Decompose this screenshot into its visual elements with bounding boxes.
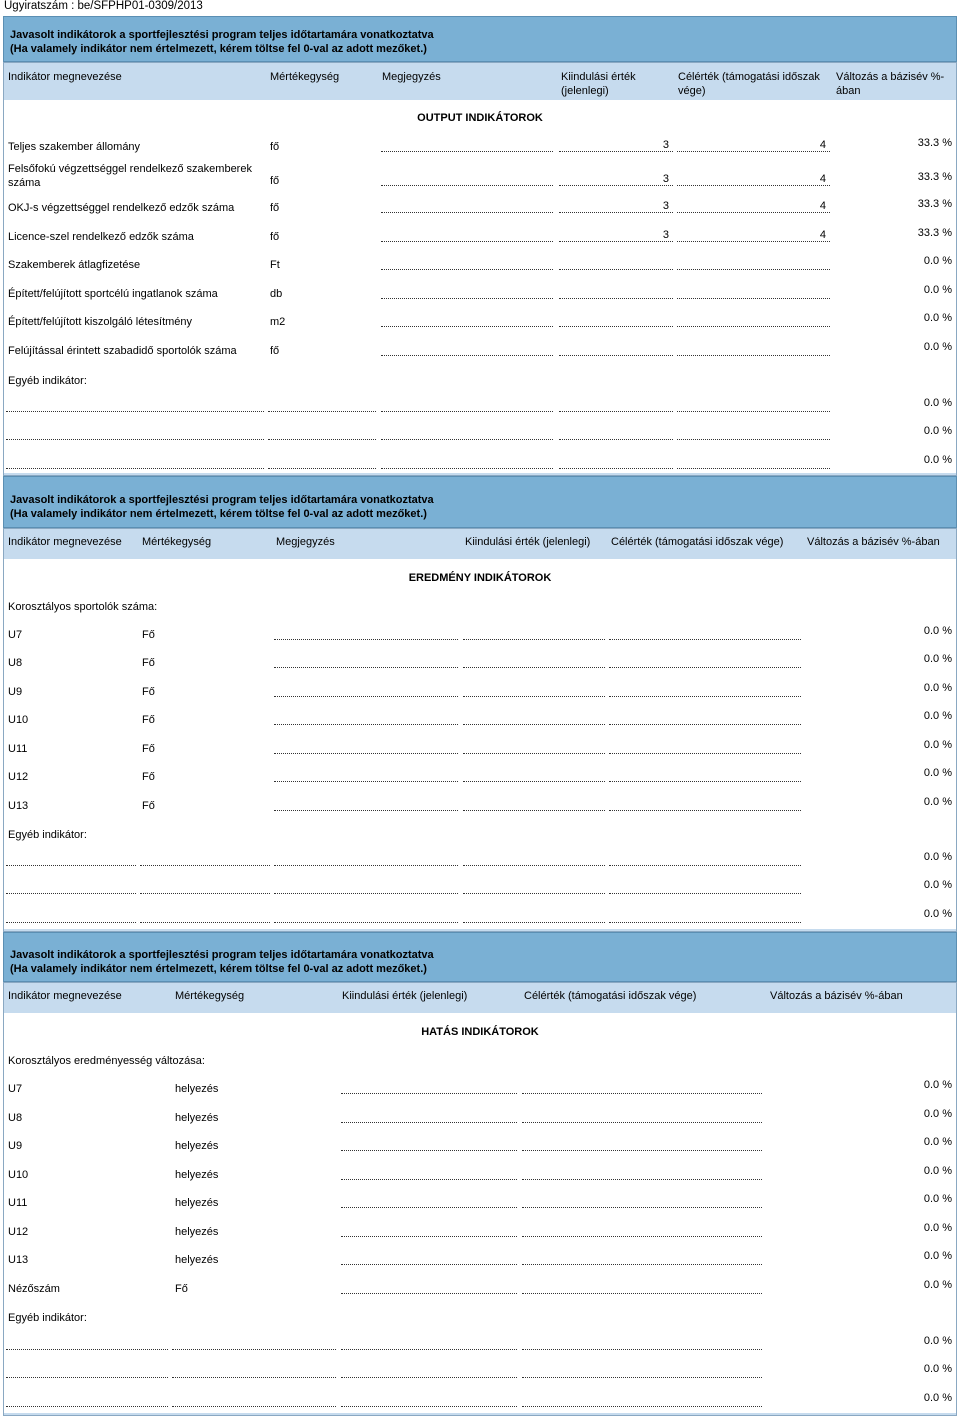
other-name-field[interactable] bbox=[6, 426, 264, 440]
other-start-field[interactable] bbox=[559, 426, 673, 440]
target-value-field[interactable] bbox=[522, 1251, 762, 1265]
col-change: Változás a bázisév %-ában bbox=[807, 536, 940, 548]
other-note-field[interactable] bbox=[274, 852, 458, 866]
indicator-name: Teljes szakember állomány bbox=[8, 141, 141, 153]
target-value-field[interactable] bbox=[522, 1109, 762, 1123]
start-value-field[interactable] bbox=[463, 711, 605, 725]
indicator-name: Nézőszám bbox=[8, 1283, 60, 1295]
other-unit-field[interactable] bbox=[140, 909, 270, 923]
change-value: 0.0 % bbox=[923, 1250, 952, 1262]
indicator-unit: Fő bbox=[142, 686, 155, 698]
col-note: Megjegyzés bbox=[276, 536, 335, 548]
target-value-field[interactable] bbox=[522, 1280, 762, 1294]
change-value: 0.0 % bbox=[923, 1136, 952, 1148]
change-value: 0.0 % bbox=[923, 682, 952, 694]
indicator-name: U11 bbox=[8, 1197, 28, 1209]
indicator-name: U12 bbox=[8, 1226, 29, 1238]
change-value: 0.0 % bbox=[923, 1079, 952, 1091]
start-value-field[interactable] bbox=[463, 654, 605, 668]
target-value-field[interactable]: 4 bbox=[677, 172, 830, 186]
note-field[interactable] bbox=[381, 172, 553, 186]
other-unit-field[interactable] bbox=[268, 455, 376, 469]
start-value-field[interactable] bbox=[559, 285, 673, 299]
other-target-field[interactable] bbox=[677, 426, 830, 440]
indicator-unit: helyezés bbox=[175, 1254, 219, 1266]
indicator-name: U8 bbox=[8, 1112, 23, 1124]
indicator-unit: fő bbox=[270, 202, 280, 214]
change-value: 0.0 % bbox=[923, 1392, 952, 1404]
col-change: Változás a bázisév %-ában bbox=[836, 71, 945, 97]
indicator-unit: helyezés bbox=[175, 1226, 219, 1238]
indicator-name: OKJ-s végzettséggel rendelkező edzők száma bbox=[8, 202, 235, 214]
other-target-field[interactable] bbox=[522, 1393, 762, 1407]
note-field[interactable] bbox=[381, 228, 553, 242]
start-value-field[interactable] bbox=[463, 626, 605, 640]
indicator-name: U7 bbox=[8, 1083, 23, 1095]
target-value-field[interactable] bbox=[609, 683, 801, 697]
col-target-value: Célérték (támogatási időszak vége) bbox=[524, 990, 697, 1002]
other-start-field[interactable] bbox=[463, 880, 605, 894]
other-note-field[interactable] bbox=[274, 909, 458, 923]
change-value: 0.0 % bbox=[923, 851, 952, 863]
target-value-field[interactable] bbox=[609, 711, 801, 725]
target-value-field[interactable] bbox=[677, 256, 830, 270]
col-unit: Mértékegység bbox=[175, 990, 245, 1002]
indicator-name: U12 bbox=[8, 771, 29, 783]
impact-section-title: HATÁS INDIKÁTOROK bbox=[421, 1026, 539, 1038]
other-target-field[interactable] bbox=[609, 852, 801, 866]
impact-body bbox=[4, 1013, 956, 1413]
indicator-unit: Fő bbox=[175, 1283, 188, 1295]
col-indicator-name: Indikátor megnevezése bbox=[8, 990, 122, 1002]
indicator-name: Licence-szel rendelkező edzők száma bbox=[8, 231, 194, 243]
indicator-unit: helyezés bbox=[175, 1112, 219, 1124]
other-start-field[interactable] bbox=[559, 455, 673, 469]
other-target-field[interactable] bbox=[522, 1364, 762, 1378]
change-value: 0.0 % bbox=[923, 1165, 952, 1177]
impact-header bbox=[3, 932, 957, 982]
indicator-unit: m2 bbox=[270, 316, 286, 328]
note-field[interactable] bbox=[274, 626, 458, 640]
note-field[interactable] bbox=[381, 285, 553, 299]
other-indicator-label: Egyéb indikátor: bbox=[8, 375, 87, 387]
start-value-field[interactable]: 3 bbox=[559, 228, 673, 242]
col-start-value: Kiindulási érték (jelenlegi) bbox=[465, 536, 591, 548]
other-target-field[interactable] bbox=[609, 909, 801, 923]
indicator-unit: helyezés bbox=[175, 1169, 219, 1181]
result-group-label: Korosztályos sportolók száma: bbox=[8, 601, 158, 613]
start-value-field[interactable] bbox=[341, 1109, 517, 1123]
other-note-field[interactable] bbox=[381, 426, 553, 440]
start-value-field[interactable] bbox=[341, 1137, 517, 1151]
output-section-title: OUTPUT INDIKÁTOROK bbox=[417, 112, 543, 124]
change-value: 0.0 % bbox=[923, 397, 952, 409]
indicator-unit: fő bbox=[270, 231, 280, 243]
output-header-title: Javasolt indikátorok a sportfejlesztési program teljes időtartamára vonatkoztatva bbox=[10, 29, 434, 41]
indicator-unit: helyezés bbox=[175, 1197, 219, 1209]
impact-header-note: (Ha valamely indikátor nem értelmezett, kérem töltse fel 0-val az adott mezőket.) bbox=[10, 963, 427, 975]
col-unit: Mértékegység bbox=[270, 71, 340, 83]
change-value: 33.3 % bbox=[917, 171, 952, 183]
target-value-field[interactable]: 4 bbox=[677, 199, 830, 213]
change-value: 0.0 % bbox=[923, 255, 952, 267]
other-name-field[interactable] bbox=[6, 398, 264, 412]
other-name-field[interactable] bbox=[6, 880, 136, 894]
other-note-field[interactable] bbox=[381, 398, 553, 412]
other-start-field[interactable] bbox=[341, 1393, 517, 1407]
target-value-field[interactable] bbox=[522, 1166, 762, 1180]
indicator-name: U10 bbox=[8, 1169, 29, 1181]
indicator-name: Épített/felújított kiszolgáló létesítmény bbox=[8, 316, 193, 328]
indicator-name: U7 bbox=[8, 629, 23, 641]
change-value: 0.0 % bbox=[923, 739, 952, 751]
indicator-name: Épített/felújított sportcélú ingatlanok száma bbox=[8, 288, 218, 300]
start-value-field[interactable] bbox=[341, 1166, 517, 1180]
change-value: 0.0 % bbox=[923, 284, 952, 296]
change-value: 0.0 % bbox=[923, 341, 952, 353]
start-value-field[interactable] bbox=[341, 1194, 517, 1208]
note-field[interactable] bbox=[274, 740, 458, 754]
change-value: 0.0 % bbox=[923, 1335, 952, 1347]
document-id: Ügyiratszám : be/SFPHP01-0309/2013 bbox=[4, 0, 203, 12]
indicator-unit: Fő bbox=[142, 714, 155, 726]
start-value-field[interactable] bbox=[341, 1280, 517, 1294]
result-header bbox=[3, 476, 957, 528]
col-start-value: Kiindulási érték (jelenlegi) bbox=[561, 71, 636, 97]
target-value-field[interactable] bbox=[609, 797, 801, 811]
other-indicator-label: Egyéb indikátor: bbox=[8, 1312, 87, 1324]
indicator-name: U11 bbox=[8, 743, 28, 755]
indicator-unit: Fő bbox=[142, 629, 155, 641]
indicator-name: Szakemberek átlagfizetése bbox=[8, 259, 141, 271]
target-value-field[interactable]: 4 bbox=[677, 228, 830, 242]
other-start-field[interactable] bbox=[463, 852, 605, 866]
target-value-field[interactable] bbox=[609, 654, 801, 668]
start-value-field[interactable] bbox=[559, 342, 673, 356]
other-unit-field[interactable] bbox=[268, 426, 376, 440]
result-header-note: (Ha valamely indikátor nem értelmezett, kérem töltse fel 0-val az adott mezőket.) bbox=[10, 508, 427, 520]
other-name-field[interactable] bbox=[6, 1393, 168, 1407]
other-target-field[interactable] bbox=[677, 398, 830, 412]
start-value-field[interactable] bbox=[341, 1080, 517, 1094]
indicator-name: Felsőfokú végzettséggel rendelkező szakemberek száma bbox=[8, 163, 252, 189]
other-name-field[interactable] bbox=[6, 852, 136, 866]
change-value: 0.0 % bbox=[923, 908, 952, 920]
start-value-field[interactable] bbox=[559, 256, 673, 270]
other-target-field[interactable] bbox=[677, 455, 830, 469]
start-value-field[interactable] bbox=[463, 768, 605, 782]
col-indicator-name: Indikátor megnevezése bbox=[8, 536, 122, 548]
change-value: 33.3 % bbox=[917, 227, 952, 239]
other-unit-field[interactable] bbox=[268, 398, 376, 412]
other-unit-field[interactable] bbox=[172, 1364, 336, 1378]
note-field[interactable] bbox=[274, 654, 458, 668]
note-field[interactable] bbox=[381, 256, 553, 270]
other-target-field[interactable] bbox=[522, 1336, 762, 1350]
change-value: 0.0 % bbox=[923, 1222, 952, 1234]
change-value: 0.0 % bbox=[923, 653, 952, 665]
other-name-field[interactable] bbox=[6, 1364, 168, 1378]
start-value-field[interactable] bbox=[463, 797, 605, 811]
target-value-field[interactable] bbox=[522, 1194, 762, 1208]
change-value: 0.0 % bbox=[923, 1279, 952, 1291]
indicator-name: U10 bbox=[8, 714, 29, 726]
other-start-field[interactable] bbox=[463, 909, 605, 923]
indicator-unit: Fő bbox=[142, 743, 155, 755]
change-value: 33.3 % bbox=[917, 137, 952, 149]
note-field[interactable] bbox=[274, 711, 458, 725]
note-field[interactable] bbox=[274, 797, 458, 811]
indicator-unit: Fő bbox=[142, 800, 155, 812]
indicator-name: U13 bbox=[8, 800, 29, 812]
other-start-field[interactable] bbox=[341, 1336, 517, 1350]
target-value-field[interactable] bbox=[522, 1223, 762, 1237]
col-target-value: Célérték (támogatási időszak vége) bbox=[611, 536, 784, 548]
indicator-name: U9 bbox=[8, 686, 23, 698]
target-value-field[interactable] bbox=[609, 740, 801, 754]
change-value: 0.0 % bbox=[923, 1193, 952, 1205]
target-value-field[interactable] bbox=[522, 1080, 762, 1094]
target-value-field[interactable] bbox=[609, 768, 801, 782]
col-change: Változás a bázisév %-ában bbox=[770, 990, 903, 1002]
col-target-value: Célérték (támogatási időszak vége) bbox=[678, 71, 820, 97]
note-field[interactable] bbox=[381, 199, 553, 213]
target-value-field[interactable] bbox=[609, 626, 801, 640]
other-unit-field[interactable] bbox=[172, 1393, 336, 1407]
other-unit-field[interactable] bbox=[140, 880, 270, 894]
other-unit-field[interactable] bbox=[172, 1336, 336, 1350]
target-value-field[interactable] bbox=[677, 342, 830, 356]
col-start-value: Kiindulási érték (jelenlegi) bbox=[342, 990, 468, 1002]
col-indicator-name: Indikátor megnevezése bbox=[8, 71, 122, 83]
indicator-unit: Fő bbox=[142, 771, 155, 783]
other-name-field[interactable] bbox=[6, 455, 264, 469]
target-value-field[interactable] bbox=[677, 285, 830, 299]
indicator-unit: fő bbox=[270, 345, 280, 357]
start-value-field[interactable]: 3 bbox=[559, 172, 673, 186]
impact-header-title: Javasolt indikátorok a sportfejlesztési program teljes időtartamára vonatkoztatva bbox=[10, 949, 434, 961]
start-value-field[interactable]: 3 bbox=[559, 138, 673, 152]
indicator-unit: db bbox=[270, 288, 283, 300]
indicator-unit: Ft bbox=[270, 259, 280, 271]
target-value-field[interactable] bbox=[677, 313, 830, 327]
indicator-unit: fő bbox=[270, 141, 280, 153]
col-unit: Mértékegység bbox=[142, 536, 212, 548]
impact-group-label: Korosztályos eredményesség változása: bbox=[8, 1055, 205, 1067]
indicator-unit: fő bbox=[270, 175, 280, 187]
other-note-field[interactable] bbox=[274, 880, 458, 894]
start-value-field[interactable] bbox=[463, 740, 605, 754]
start-value-field[interactable]: 3 bbox=[559, 199, 673, 213]
other-name-field[interactable] bbox=[6, 909, 136, 923]
change-value: 0.0 % bbox=[923, 767, 952, 779]
other-name-field[interactable] bbox=[6, 1336, 168, 1350]
other-start-field[interactable] bbox=[559, 398, 673, 412]
start-value-field[interactable] bbox=[341, 1251, 517, 1265]
indicator-name: U9 bbox=[8, 1140, 23, 1152]
note-field[interactable] bbox=[274, 768, 458, 782]
other-target-field[interactable] bbox=[609, 880, 801, 894]
change-value: 0.0 % bbox=[923, 425, 952, 437]
other-start-field[interactable] bbox=[341, 1364, 517, 1378]
change-value: 33.3 % bbox=[917, 198, 952, 210]
col-note: Megjegyzés bbox=[382, 71, 441, 83]
indicator-name: U13 bbox=[8, 1254, 29, 1266]
change-value: 0.0 % bbox=[923, 454, 952, 466]
output-header bbox=[3, 16, 957, 62]
change-value: 0.0 % bbox=[923, 625, 952, 637]
change-value: 0.0 % bbox=[923, 879, 952, 891]
other-indicator-label: Egyéb indikátor: bbox=[8, 829, 87, 841]
target-value-field[interactable]: 4 bbox=[677, 138, 830, 152]
note-field[interactable] bbox=[274, 683, 458, 697]
indicator-name: Felújítással érintett szabadidő sportolók száma bbox=[8, 345, 237, 357]
change-value: 0.0 % bbox=[923, 1108, 952, 1120]
indicator-name: U8 bbox=[8, 657, 23, 669]
other-unit-field[interactable] bbox=[140, 852, 270, 866]
change-value: 0.0 % bbox=[923, 796, 952, 808]
other-note-field[interactable] bbox=[381, 455, 553, 469]
result-section-title: EREDMÉNY INDIKÁTOROK bbox=[408, 572, 552, 584]
result-header-title: Javasolt indikátorok a sportfejlesztési program teljes időtartamára vonatkoztatva bbox=[10, 494, 434, 506]
note-field[interactable] bbox=[381, 342, 553, 356]
output-header-note: (Ha valamely indikátor nem értelmezett, kérem töltse fel 0-val az adott mezőket.) bbox=[10, 43, 427, 55]
start-value-field[interactable] bbox=[341, 1223, 517, 1237]
start-value-field[interactable] bbox=[463, 683, 605, 697]
indicator-unit: helyezés bbox=[175, 1083, 219, 1095]
note-field[interactable] bbox=[381, 138, 553, 152]
indicator-unit: Fő bbox=[142, 657, 155, 669]
target-value-field[interactable] bbox=[522, 1137, 762, 1151]
change-value: 0.0 % bbox=[923, 1363, 952, 1375]
indicator-unit: helyezés bbox=[175, 1140, 219, 1152]
change-value: 0.0 % bbox=[923, 312, 952, 324]
start-value-field[interactable] bbox=[559, 313, 673, 327]
change-value: 0.0 % bbox=[923, 710, 952, 722]
note-field[interactable] bbox=[381, 313, 553, 327]
